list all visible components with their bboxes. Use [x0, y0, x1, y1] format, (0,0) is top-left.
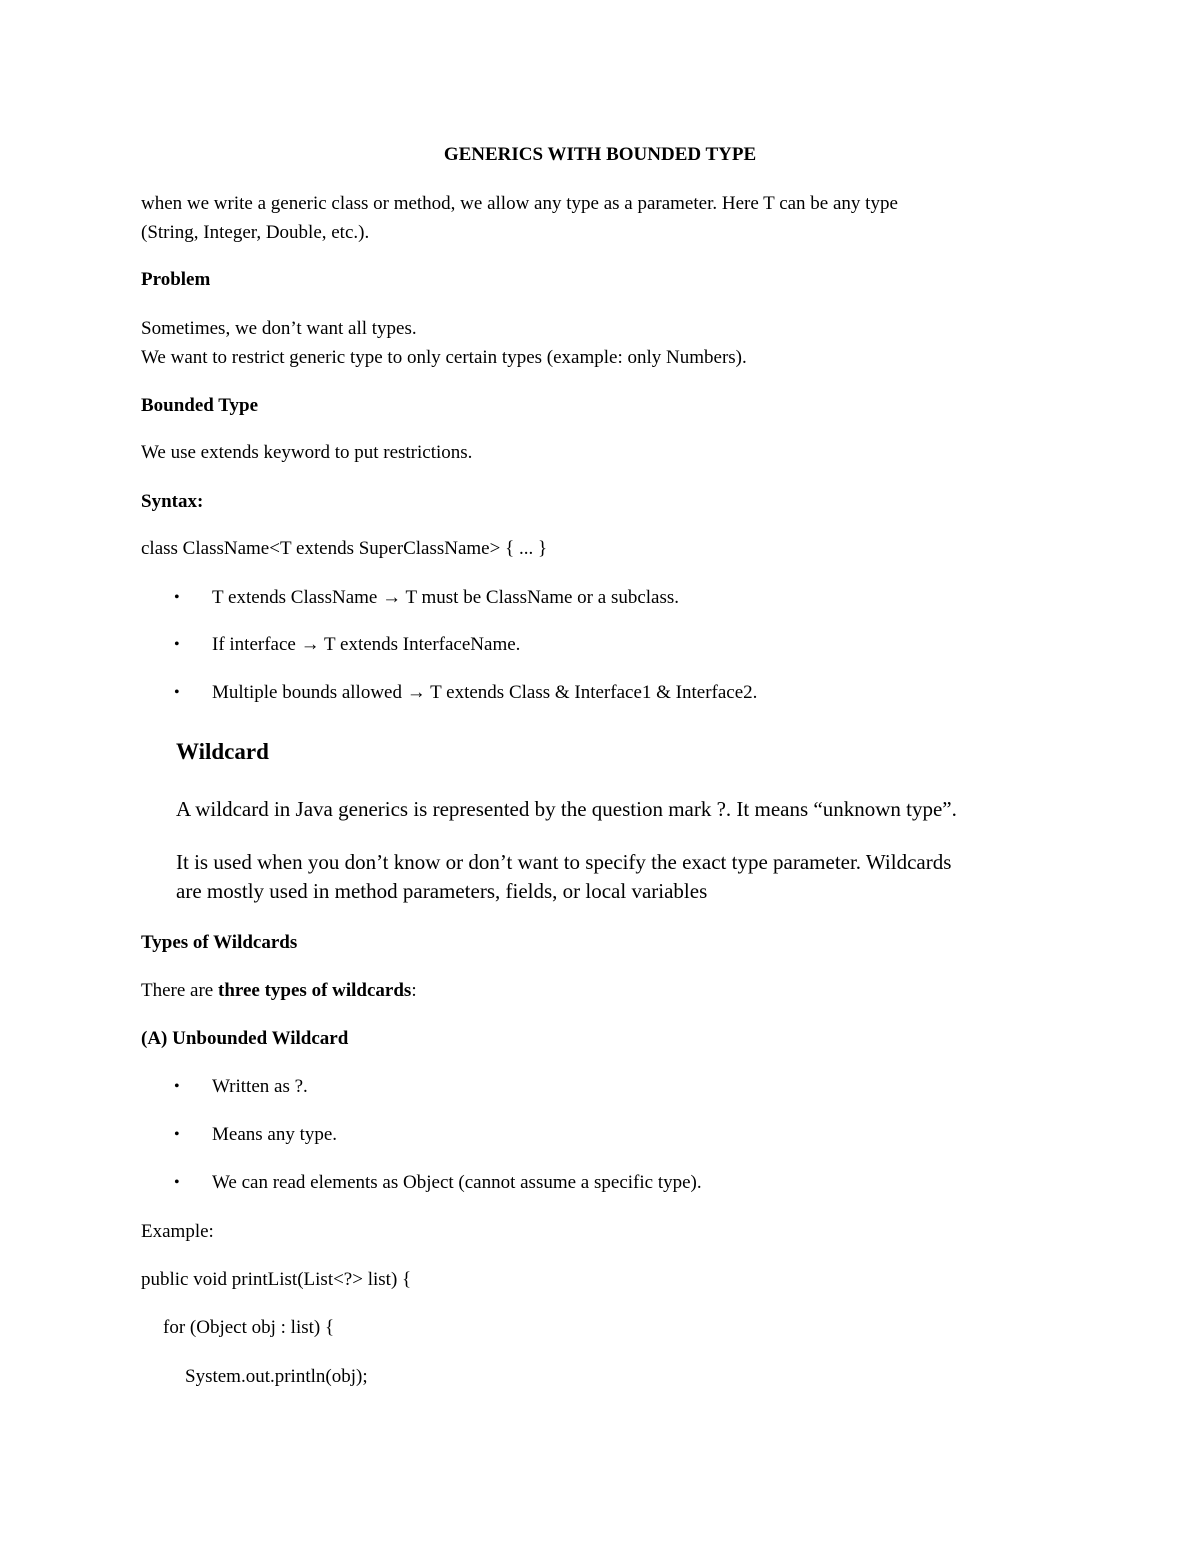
unbounded-bullet-1: Written as ?. — [212, 1076, 308, 1097]
syntax-bullet-2: If interface → T extends InterfaceName. — [212, 634, 521, 655]
intro-prefix: There are — [141, 980, 218, 1001]
intro-line-1: when we write a generic class or method, we allow any type as a parameter. Here T can be any type — [141, 193, 898, 214]
example-label: Example: — [141, 1221, 214, 1242]
types-of-wildcards-intro — [141, 979, 417, 1003]
code-line-2: for (Object obj : list) { — [163, 1317, 335, 1338]
problem-line-2: We want to restrict generic type to only certain types (example: only Numbers). — [141, 347, 747, 368]
intro-suffix: : — [411, 980, 417, 1001]
wildcard-para-2-line-1: It is used when you don’t know or don’t want to specify the exact type parameter. Wildcards — [176, 850, 952, 874]
unbounded-heading: (A) Unbounded Wildcard — [141, 1028, 349, 1049]
unbounded-bullet-2: Means any type. — [212, 1124, 338, 1145]
wildcard-heading: Wildcard — [176, 739, 269, 764]
code-line-1: public void printList(List<?> list) { — [141, 1269, 412, 1290]
syntax-heading: Syntax: — [141, 491, 204, 512]
wildcard-para-2-line-2: are mostly used in method parameters, fields, or local variables — [176, 879, 708, 903]
bullet-marker: • — [174, 1126, 180, 1143]
syntax-bullet-3: Multiple bounds allowed → T extends Class & Interface1 & Interface2. — [212, 682, 758, 703]
problem-line-1: Sometimes, we don’t want all types. — [141, 318, 417, 339]
types-of-wildcards-heading: Types of Wildcards — [141, 932, 298, 953]
intro-bold: three types of wildcards — [218, 980, 412, 1001]
bounded-type-text: We use extends keyword to put restrictions. — [141, 442, 473, 463]
intro-line-2: (String, Integer, Double, etc.). — [141, 222, 370, 243]
wildcard-para-1: A wildcard in Java generics is represented by the question mark ?. It means “unknown type”. — [176, 797, 957, 821]
problem-heading: Problem — [141, 269, 211, 290]
bullet-marker: • — [174, 684, 180, 701]
syntax-bullet-1: T extends ClassName → T must be ClassName or a subclass. — [212, 587, 680, 608]
bullet-marker: • — [174, 636, 180, 653]
syntax-code: class ClassName<T extends SuperClassName> { ... } — [141, 538, 548, 559]
bullet-marker: • — [174, 1174, 180, 1191]
bullet-marker: • — [174, 589, 180, 606]
document-title: GENERICS WITH BOUNDED TYPE — [443, 144, 757, 165]
unbounded-bullet-3: We can read elements as Object (cannot assume a specific type). — [212, 1172, 702, 1193]
bounded-type-heading: Bounded Type — [141, 395, 259, 416]
bullet-marker: • — [174, 1078, 180, 1095]
code-line-3: System.out.println(obj); — [185, 1366, 368, 1387]
